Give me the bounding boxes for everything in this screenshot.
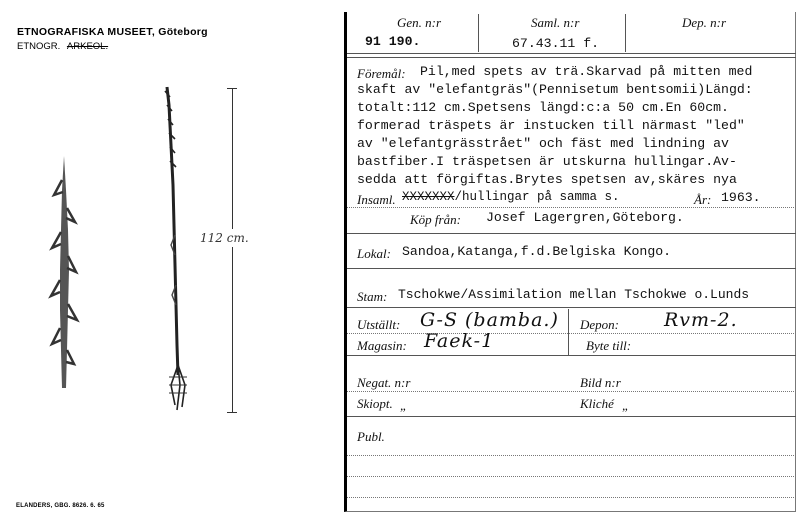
utstallt-value: G-S (bamba.)	[420, 309, 559, 331]
length-dimension-line	[232, 88, 233, 412]
kop-label: Köp från:	[410, 212, 461, 227]
length-tick-bottom	[227, 412, 237, 413]
publ-label: Publ.	[357, 429, 385, 444]
description-line-3: totalt:112 cm.Spetsens längd:c:a 50 cm.En 60cm.	[357, 100, 729, 115]
insaml-label: Insaml.	[357, 192, 396, 207]
museum-department	[17, 41, 108, 52]
ar-label: År:	[694, 192, 712, 207]
foremal-label: Föremål:	[357, 66, 406, 81]
printer-imprint: ELANDERS, GBG. 8626. 6. 65	[16, 503, 105, 509]
saml-nr-label: Saml. n:r	[531, 15, 580, 30]
depon-value: Rvm-2.	[664, 309, 738, 331]
description-bottom-rule	[347, 233, 796, 234]
magasin-label: Magasin:	[357, 338, 407, 353]
negat-label: Negat. n:r	[357, 375, 411, 390]
stam-label: Stam:	[357, 289, 388, 304]
publ-line-2	[347, 476, 796, 477]
description-line-6: bastfiber.I träspetsen är utskurna hullingar.Av-	[357, 154, 737, 169]
length-label: 112 cm.	[200, 231, 249, 245]
depon-label: Depon:	[580, 317, 619, 332]
photo-bottom-rule	[347, 416, 796, 417]
bild-label: Bild n:r	[580, 375, 621, 390]
stam-value: Tschokwe/Assimilation mellan Tschokwe o.Lunds	[398, 287, 750, 302]
year-value: 1963.	[721, 190, 761, 205]
skiopt-ditto: „	[400, 398, 408, 413]
department-arkeol-struck: ARKEOL.	[66, 41, 109, 52]
publ-line-1	[347, 455, 796, 456]
description-line-1: Pil,med spets av trä.Skarvad på mitten med	[420, 64, 753, 79]
insaml-line	[402, 190, 620, 204]
dep-nr-label: Dep. n:r	[682, 15, 727, 30]
skiopt-label: Skiopt.	[357, 396, 393, 411]
lokal-label: Lokal:	[357, 246, 391, 261]
utstallt-label: Utställt:	[357, 317, 401, 332]
saml-nr-value: 67.43.11 f.	[512, 36, 600, 51]
header-bottom-rule	[347, 53, 796, 54]
description-line-8: /hullingar på samma s.	[454, 190, 620, 204]
kliche-ditto: „	[622, 398, 630, 413]
gen-nr-label: Gen. n:r	[397, 15, 442, 30]
lokal-value: Sandoa,Katanga,f.d.Belgiska Kongo.	[402, 244, 672, 259]
storage-bottom-rule	[347, 355, 796, 356]
department-etnogr: ETNOGR.	[17, 41, 61, 52]
magasin-value: Faek-1	[424, 330, 495, 352]
stam-bottom-rule	[347, 307, 796, 308]
negat-underline	[347, 391, 796, 392]
kop-value: Josef Lagergren,Göteborg.	[486, 210, 684, 225]
header-divider-1	[478, 14, 479, 52]
gen-nr-value: 91 190.	[365, 34, 421, 49]
insaml-struck-value: XXXXXXX	[402, 190, 455, 204]
lokal-bottom-rule	[347, 268, 796, 269]
header-divider-2	[625, 14, 626, 52]
description-line-7: sedda att förgiftas.Brytes spetsen av,skäres nya	[357, 172, 737, 187]
length-tick-top	[227, 88, 237, 89]
arrow-point-sketch	[44, 150, 84, 400]
insaml-underline	[347, 207, 796, 208]
description-line-5: av "elefantgrässtrået" och fäst med lindning av	[357, 136, 729, 151]
description-line-2: skaft av "elefantgräs"(Pennisetum bentsomii)Längd:	[357, 82, 753, 97]
museum-title: ETNOGRAFISKA MUSEET, Göteborg	[17, 26, 208, 38]
publ-line-3	[347, 497, 796, 498]
byte-label: Byte till:	[586, 338, 632, 353]
utstallt-underline	[347, 333, 796, 334]
full-arrow-sketch	[155, 85, 195, 415]
description-line-4: formerad träspets är instucken till närmast "led"	[357, 118, 745, 133]
header-bottom-rule-2	[347, 57, 796, 58]
storage-divider	[568, 309, 569, 355]
kliche-label: Kliché	[580, 396, 614, 411]
